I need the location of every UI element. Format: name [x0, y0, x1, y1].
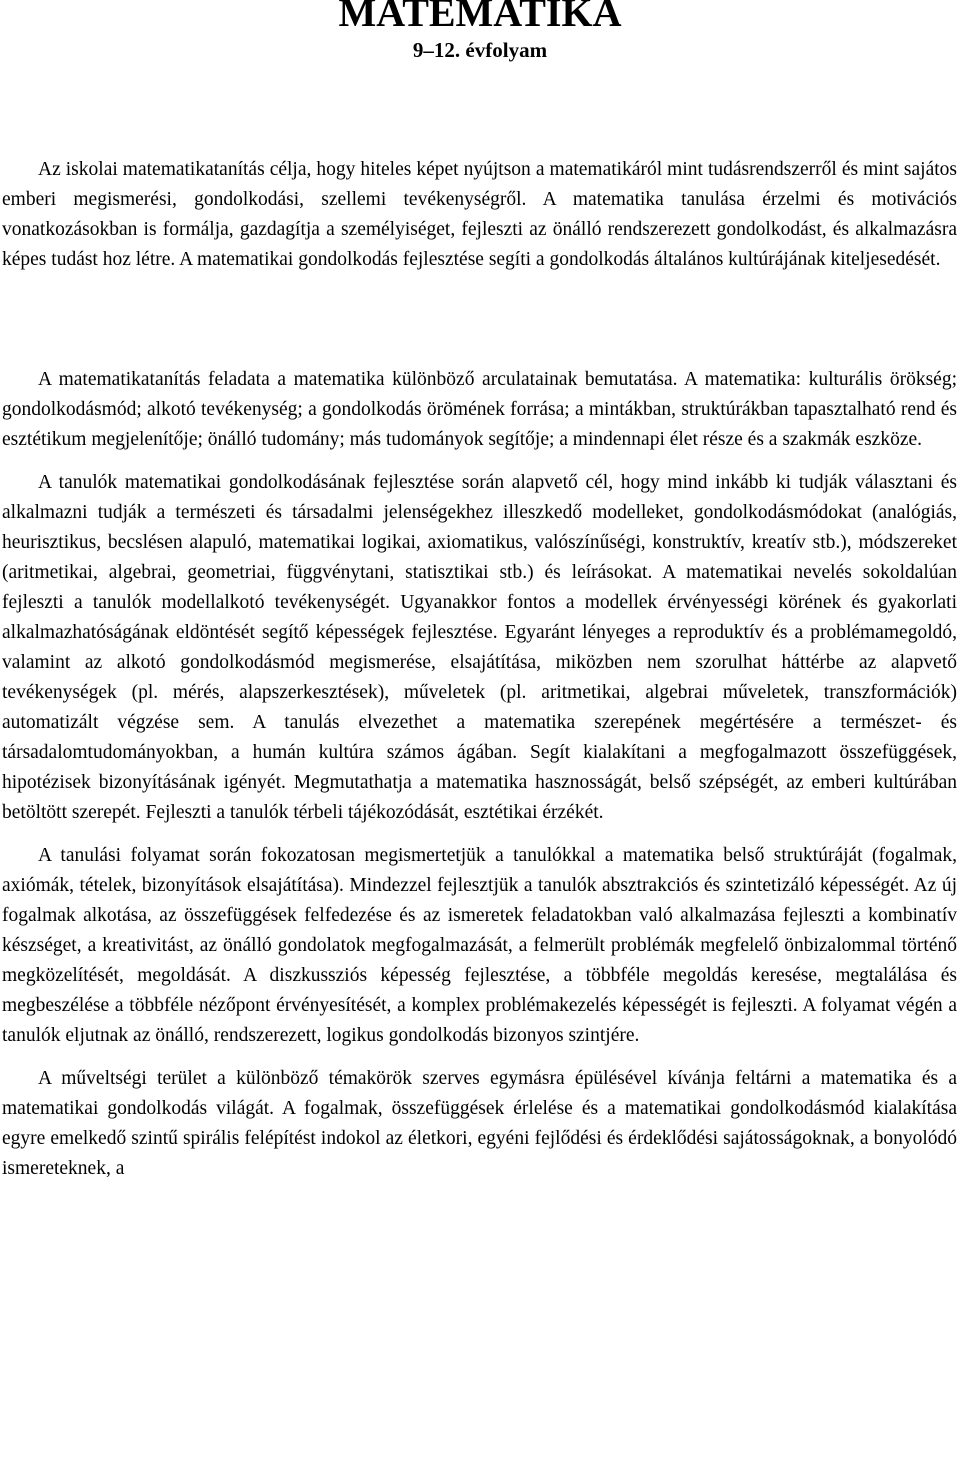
intro-paragraph-block [2, 155, 957, 275]
paragraph-5: A műveltségi terület a különböző témakörök szerves egymásra épülésével kívánja feltárni a matematika és a matematikai gondolkodás világát. A fogalmak, összefüggések érlelése és a matematikai gondolkodásmód kialakítása egyre emelkedő szintű spirális felépítést indokol az életkori, egyéni fejlődési és érdeklődési sajátosságoknak, a bonyolódó ismereteknek, a [2, 1068, 957, 1179]
document-title: MATEMATIKA [338, 0, 622, 35]
main-text-block [2, 365, 957, 1184]
paragraph-3: A tanulók matematikai gondolkodásának fejlesztése során alapvető cél, hogy mind inkább ki tudják választani és alkalmazni tudják a természeti és társadalmi jelenségekhez illeszkedő modelleket, gondolkodásmódokat (analógiás, heurisztikus, becslésen alapuló, matematikai logikai, axiomatikus, valószínűségi, konstruktív, kreatív stb.), módszereket (aritmetikai, algebrai, geometriai, függvénytani, statisztikai stb.) és leírásokat. A matematikai nevelés sokoldalúan fejleszti a tanulók modellalkotó tevékenységét. Ugyanakkor fontos a modellek érvényességi körének és gyakorlati alkalmazhatóságának eldöntését segítő képességek fejlesztése. Egyaránt lényeges a reproduktív és a problémamegoldó, valamint az alkotó gondolkodásmód megismerése, elsajátítása, miközben nem szorulhat háttérbe az alapvető tevékenységek (pl. mérés, alapszerkesztések), műveletek (pl. aritmetikai, algebrai műveletek, transzformációk) automatizált végzése sem. A tanulás elvezethet a matematika szerepének megértésére a természet- és társadalomtudományokban, a humán kultúra számos ágában. Segít kialakítani a megfogalmazott összefüggések, hipotézisek bizonyításának igényét. Megmutathatja a matematika hasznosságát, belső szépségét, az emberi kultúrában betöltött szerepét. Fejleszti a tanulók térbeli tájékozódását, esztétikai érzékét. [2, 472, 957, 823]
document-subtitle: 9–12. évfolyam [412, 38, 548, 62]
paragraph-4: A tanulási folyamat során fokozatosan megismertetjük a tanulókkal a matematika belső struktúráját (fogalmak, axiómák, tételek, bizonyítások elsajátítása). Mindezzel fejlesztjük a tanulók absztrakciós és szintetizáló képességét. Az új fogalmak alkotása, az összefüggések felfedezése és az ismeretek feladatokban való alkalmazása fejleszti a kombinatív készséget, a kreativitást, az önálló gondolatok megfogalmazását, a felmerült problémák megfelelő önbizalommal történő megközelítését, megoldását. A diszkussziós képesség fejlesztése, a többféle megoldás keresése, megtalálása és megbeszélése a többféle nézőpont érvényesítését, a komplex problémakezelés képességét is fejleszti. A folyamat végén a tanulók eljutnak az önálló, rendszerezett, logikus gondolkodás bizonyos szintjére. [2, 845, 957, 1046]
paragraph-2: A matematikatanítás feladata a matematika különböző arculatainak bemutatása. A matematika: kulturális örökség; gondolkodásmód; alkotó tevékenység; a gondolkodás örömének forrása; a mintákban, struktúrákban tapasztalható rend és esztétikum megjelenítője; önálló tudomány; más tudományok segítője; a mindennapi élet része és a szakmák eszköze. [2, 369, 957, 450]
paragraph-1: Az iskolai matematikatanítás célja, hogy hiteles képet nyújtson a matematikáról mint tudásrendszerről és mint sajátos emberi megismerési, gondolkodási, szellemi tevékenységről. A matematika tanulása érzelmi és motivációs vonatkozásokban is formálja, gazdagítja a személyiséget, fejleszti az önálló rendszerezett gondolkodást, és alkalmazásra képes tudást hoz létre. A matematikai gondolkodás fejlesztése segíti a gondolkodás általános kultúrájának kiteljesedését. [2, 159, 957, 270]
